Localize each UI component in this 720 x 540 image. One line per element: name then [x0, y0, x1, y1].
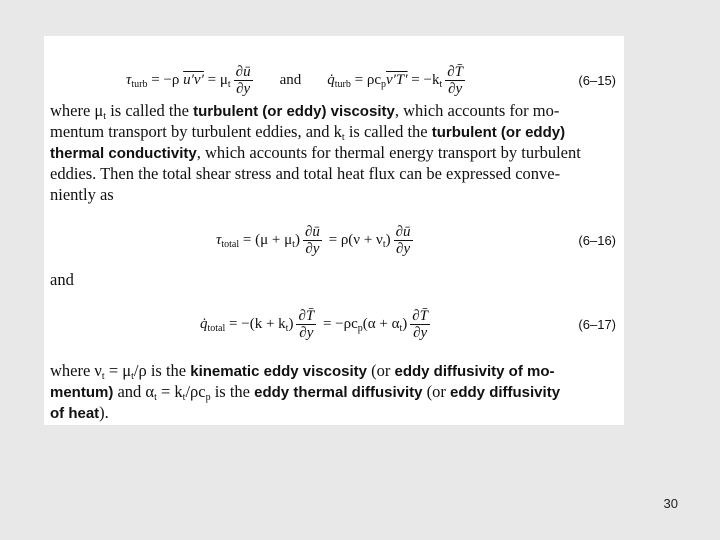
- textbook-scan: [44, 36, 624, 425]
- equation-6-17: $q̇_{total} = -(k + k_t)$ $\frac{\partial T̄}{\partial y}$ = $-\rho c_p(\alpha + \alpha_t)$ $\frac{\partial T̄}{\partial y}$ (6–17): [200, 307, 616, 341]
- paragraph-definitions: where $\mu_t$ is called the turbulent (or eddy) viscosity, which accounts for mo- mentum transport by turbulent eddies, and $k_t$ is called the turbulent (or eddy) thermal conductivity, which accounts for thermal energy transport by turbulent eddies. Then the total shear stress and total heat flux can be expressed conve- niently as: [50, 101, 581, 204]
- equation-number: (6–17): [578, 316, 616, 332]
- fraction: $\frac{\partial ū}{\partial y}$: [235, 63, 251, 97]
- equation-number: (6–16): [578, 232, 616, 248]
- paragraph-diffusivities: where $\nu_t = \mu_t/\rho$ is the kinematic eddy viscosity (or eddy diffusivity of mo- mentum) and $\alpha_t = k_t/\rho c_p$ is the eddy thermal diffusivity (or eddy diffusivity of heat).: [50, 361, 561, 422]
- fraction: $\frac{\partial T̄}{\partial y}$: [412, 307, 428, 341]
- and-word: and: [279, 71, 302, 88]
- fraction: $\frac{\partial T̄}{\partial y}$: [298, 307, 315, 341]
- equation-6-16: $\tau_{total} = (\mu + \mu_t)$ $\frac{\partial ū}{\partial y}$ = $\rho(\nu + \nu_t)$ $\frac{\partial ū}{\partial y}$ (6–16): [216, 223, 616, 257]
- connector-text: and: [50, 270, 74, 289]
- fraction: $\frac{\partial ū}{\partial y}$: [304, 223, 320, 257]
- eq-symbol: τ: [126, 71, 132, 88]
- page-number: 30: [663, 496, 678, 511]
- fraction: $\frac{\partial ū}{\partial y}$: [395, 223, 411, 257]
- equation-6-15: $\tau_{turb} = -\rho$ $u'v' = \mu_t$ $\frac{\partial ū}{\partial y}$ and $q̇_{turb} = \rho c_pv'T' = -k_t$ $\frac{\partial T̄}{\partial y}$ (6–15): [126, 63, 616, 97]
- equation-number: (6–15): [578, 72, 616, 88]
- fraction: $\frac{\partial T̄}{\partial y}$: [447, 63, 464, 97]
